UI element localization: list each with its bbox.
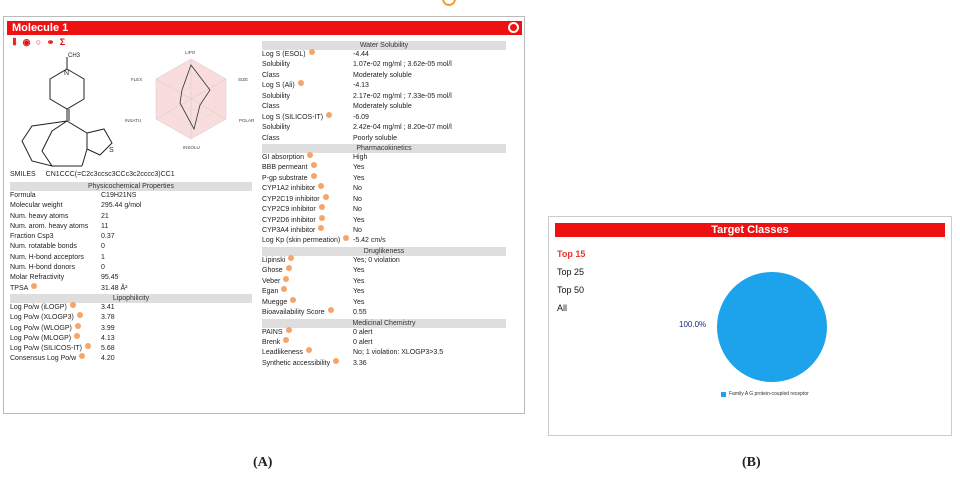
property-key: Synthetic accessibility [262, 359, 331, 367]
property-value: -5.42 cm/s [353, 237, 386, 245]
smiles-line [10, 171, 175, 178]
radar-label-insolu: INSOLU [183, 145, 200, 150]
property-row [262, 60, 506, 70]
property-value: No; 1 violation: XLOGP3>3.5 [353, 349, 444, 357]
physchem-header: Physicochemical Properties [10, 182, 252, 191]
property-value: 0 [101, 243, 105, 251]
water-solubility-list [262, 50, 506, 144]
druglikeness-list [262, 256, 506, 319]
property-row [10, 212, 252, 222]
help-icon[interactable] [288, 255, 294, 261]
property-key: Log Po/w (SILICOS-IT) [10, 345, 82, 353]
property-key: Class [262, 103, 280, 111]
property-value: 11 [101, 222, 109, 230]
molecule-header [7, 21, 522, 35]
property-value: Moderately soluble [353, 71, 412, 79]
property-row [262, 174, 506, 184]
property-row [10, 303, 252, 313]
property-key: Solubility [262, 61, 291, 69]
molecule-toolbar [10, 38, 67, 50]
property-key: Log Po/w (WLOGP) [10, 324, 72, 332]
medchem-list [262, 328, 506, 370]
property-row [262, 205, 506, 215]
lipophilicity-list [10, 303, 252, 365]
property-key: Molar Refractivity [10, 274, 65, 282]
molecule-panel [3, 16, 525, 414]
physchem-list [10, 191, 252, 294]
pharmacokinetics-header: Pharmacokinetics [262, 144, 506, 153]
property-key: Solubility [262, 124, 291, 132]
help-icon[interactable] [319, 204, 325, 210]
help-icon[interactable] [333, 358, 339, 364]
property-value: No [353, 195, 362, 203]
property-key: Log Po/w (MLOGP) [10, 334, 72, 342]
property-row [10, 273, 252, 283]
radar-label-lipo: LIPO [185, 50, 196, 55]
help-icon[interactable] [283, 276, 289, 282]
property-key: CYP2C9 inhibitor [262, 206, 316, 214]
property-row [262, 338, 506, 348]
help-icon[interactable] [290, 297, 296, 303]
property-value: 3.99 [101, 324, 115, 332]
circle-icon[interactable]: ○ [35, 37, 42, 47]
property-row [10, 344, 252, 354]
property-key: CYP2D6 inhibitor [262, 216, 316, 224]
property-key: CYP3A4 inhibitor [262, 227, 316, 234]
option-all[interactable]: All [557, 303, 568, 313]
property-value: Yes [353, 164, 365, 172]
pharmacokinetics-list [262, 153, 506, 247]
option-top-50[interactable]: Top 50 [557, 285, 585, 295]
property-value: 2.17e-02 mg/ml ; 7.33e-05 mol/l [353, 92, 452, 100]
left-properties-column [10, 182, 252, 365]
property-row [262, 134, 506, 144]
property-key: Lipinski [262, 256, 286, 264]
svg-text:S: S [109, 147, 114, 154]
medchem-header: Medicinal Chemistry [262, 319, 506, 328]
help-icon[interactable] [286, 327, 292, 333]
property-key: P-gp substrate [262, 174, 308, 182]
property-value: -6.09 [353, 113, 369, 121]
property-row [262, 226, 506, 236]
help-icon[interactable] [343, 235, 349, 241]
property-row [262, 184, 506, 194]
property-row [262, 113, 506, 123]
property-value: 0.37 [101, 233, 115, 241]
property-value: 31.48 Å² [101, 284, 128, 292]
property-key: Bioavailability Score [262, 309, 325, 317]
legend-swatch [721, 392, 726, 397]
pie-legend [721, 391, 809, 397]
property-value: 3.41 [101, 303, 115, 311]
property-value: Moderately soluble [353, 103, 412, 111]
property-value: 0 [101, 264, 105, 272]
property-row [262, 216, 506, 226]
help-icon[interactable] [319, 215, 325, 221]
property-key: PAINS [262, 328, 283, 336]
property-value: Yes [353, 216, 365, 224]
target-icon[interactable]: ◉ [22, 37, 31, 47]
lipophilicity-header: Lipophilicity [10, 294, 252, 303]
property-value: 3.36 [353, 359, 367, 367]
property-key: Log S (SILICOS-IT) [262, 113, 324, 121]
property-key: Class [262, 134, 280, 142]
property-value: Yes [353, 298, 365, 306]
pie-slice-label: 100.0% [679, 320, 707, 329]
property-value: Yes [353, 267, 365, 275]
property-key: Consensus Log Po/w [10, 355, 77, 363]
legend-label: Family A G protein-coupled receptor [729, 391, 809, 397]
property-row [10, 253, 252, 263]
property-value: 5.68 [101, 345, 115, 353]
property-value: No [353, 206, 362, 214]
property-row [262, 256, 506, 266]
property-value: Yes [353, 288, 365, 296]
property-value: 295.44 g/mol [101, 202, 142, 210]
caption-b: (B) [742, 455, 761, 470]
property-value: 4.13 [101, 334, 115, 342]
option-top-15[interactable]: Top 15 [557, 249, 586, 259]
property-value: No [353, 227, 362, 234]
property-key: Log Po/w (iLOGP) [10, 303, 67, 311]
right-properties-column [262, 41, 506, 369]
target-classes-header: Target Classes [555, 223, 945, 237]
property-row [262, 359, 506, 369]
property-key: Fraction Csp3 [10, 233, 54, 241]
svg-text:N: N [64, 70, 70, 77]
property-value: Poorly soluble [353, 134, 397, 142]
property-key: CYP1A2 inhibitor [262, 185, 316, 193]
property-value: 4.20 [101, 355, 115, 363]
help-icon[interactable] [70, 302, 76, 308]
property-key: Log S (Ali) [262, 82, 295, 90]
property-row [262, 298, 506, 308]
property-key: Log Po/w (XLOGP3) [10, 314, 74, 322]
property-row [10, 242, 252, 252]
property-row [10, 284, 252, 294]
property-value: No [353, 185, 362, 193]
property-value: 2.42e-04 mg/ml ; 8.20e-07 mol/l [353, 124, 452, 132]
property-key: Num. H-bond donors [10, 264, 75, 272]
property-value: C19H21NS [101, 192, 137, 199]
close-icon[interactable] [508, 22, 519, 33]
help-icon[interactable] [75, 323, 81, 329]
help-icon[interactable] [283, 337, 289, 343]
radar-label-flex: FLEX [131, 77, 143, 82]
property-key: TPSA [10, 284, 29, 292]
property-row [10, 354, 252, 364]
help-icon[interactable] [323, 194, 329, 200]
property-key: Log Kp (skin permeation) [262, 237, 341, 245]
property-value: Yes [353, 277, 365, 285]
help-icon[interactable] [85, 343, 91, 349]
property-row [262, 308, 506, 318]
property-key: Num. rotatable bonds [10, 243, 77, 251]
property-key: Veber [262, 277, 281, 285]
help-icon[interactable] [326, 112, 332, 118]
smiles-value: CN1CCC(=C2c3ccsc3CCc3c2cccc3)CC1 [45, 171, 175, 178]
molecule-structure-image [12, 51, 132, 171]
property-key: Class [262, 71, 280, 79]
property-row [262, 123, 506, 133]
option-top-25[interactable]: Top 25 [557, 267, 585, 277]
property-row [262, 153, 506, 163]
property-value: 0.55 [353, 309, 367, 317]
property-row [262, 277, 506, 287]
help-icon[interactable] [74, 333, 80, 339]
property-row [262, 195, 506, 205]
property-key: Formula [10, 192, 36, 199]
property-key: Egan [262, 288, 279, 296]
property-row [262, 92, 506, 102]
property-key: Molecular weight [10, 202, 63, 210]
property-row [262, 81, 506, 91]
target-classes-panel [548, 216, 952, 436]
property-value: -4.13 [353, 82, 369, 90]
property-key: Leadlikeness [262, 349, 303, 357]
property-value: 95.45 [101, 274, 119, 282]
help-icon[interactable] [328, 307, 334, 313]
water-solubility-header: Water Solubility [262, 41, 506, 50]
property-row [262, 287, 506, 297]
help-icon[interactable] [77, 312, 83, 318]
bioavailability-radar [122, 43, 260, 175]
property-key: Brenk [262, 338, 281, 346]
help-icon[interactable] [307, 152, 313, 158]
property-key: BBB permeant [262, 164, 308, 172]
property-key: GI absorption [262, 153, 305, 161]
property-key: Num. heavy atoms [10, 212, 69, 220]
radar-label-insatu: INSATU [125, 118, 142, 123]
property-row [262, 50, 506, 60]
loading-spinner-arc [442, 0, 456, 6]
property-value: High [353, 153, 368, 161]
property-value: 0 alert [353, 338, 373, 346]
property-value: 21 [101, 212, 109, 220]
property-value: 1.07e-02 mg/ml ; 3.62e-05 mol/l [353, 61, 452, 69]
property-row [262, 163, 506, 173]
property-value: -4.44 [353, 51, 369, 58]
druglikeness-header: Druglikeness [262, 247, 506, 256]
columns-icon[interactable]: ⫴ [12, 37, 17, 47]
help-icon[interactable] [286, 265, 292, 271]
property-row [10, 334, 252, 344]
property-row [262, 328, 506, 338]
property-value: Yes [353, 174, 365, 182]
molecule-title: Molecule 1 [12, 22, 69, 34]
help-icon[interactable] [281, 286, 287, 292]
help-icon[interactable] [306, 347, 312, 353]
caption-a: (A) [253, 455, 273, 470]
radar-label-size: SIZE [238, 77, 249, 82]
property-row [262, 102, 506, 112]
svg-text:CH3: CH3 [68, 53, 81, 59]
pie-slice-gpcr [717, 272, 827, 382]
property-key: Solubility [262, 92, 291, 100]
link-icon[interactable]: ⚭ [46, 37, 55, 47]
help-icon[interactable] [318, 225, 324, 231]
property-value: 0 alert [353, 328, 373, 336]
smiles-label: SMILES [10, 171, 36, 178]
property-key: Log S (ESOL) [262, 51, 306, 58]
property-row [262, 348, 506, 358]
property-key: CYP2C19 inhibitor [262, 195, 320, 203]
sigma-icon[interactable]: Σ [59, 37, 66, 47]
property-value: Yes; 0 violation [353, 256, 400, 264]
property-row [10, 232, 252, 242]
property-row [10, 263, 252, 273]
help-icon[interactable] [31, 283, 37, 289]
property-value: 3.78 [101, 314, 115, 322]
property-row [10, 222, 252, 232]
property-row [10, 324, 252, 334]
radar-label-polar: POLAR [239, 118, 255, 123]
property-value: 1 [101, 253, 105, 261]
property-row [10, 313, 252, 323]
help-icon[interactable] [79, 353, 85, 359]
property-row [262, 266, 506, 276]
help-icon[interactable] [298, 80, 304, 86]
help-icon[interactable] [311, 162, 317, 168]
help-icon[interactable] [309, 49, 315, 55]
property-key: Num. H-bond acceptors [10, 253, 84, 261]
help-icon[interactable] [318, 183, 324, 189]
property-key: Muegge [262, 298, 288, 306]
property-key: Num. arom. heavy atoms [10, 222, 89, 230]
property-row [262, 236, 506, 246]
property-key: Ghose [262, 267, 283, 275]
property-row [10, 191, 252, 201]
help-icon[interactable] [311, 173, 317, 179]
property-row [10, 201, 252, 211]
